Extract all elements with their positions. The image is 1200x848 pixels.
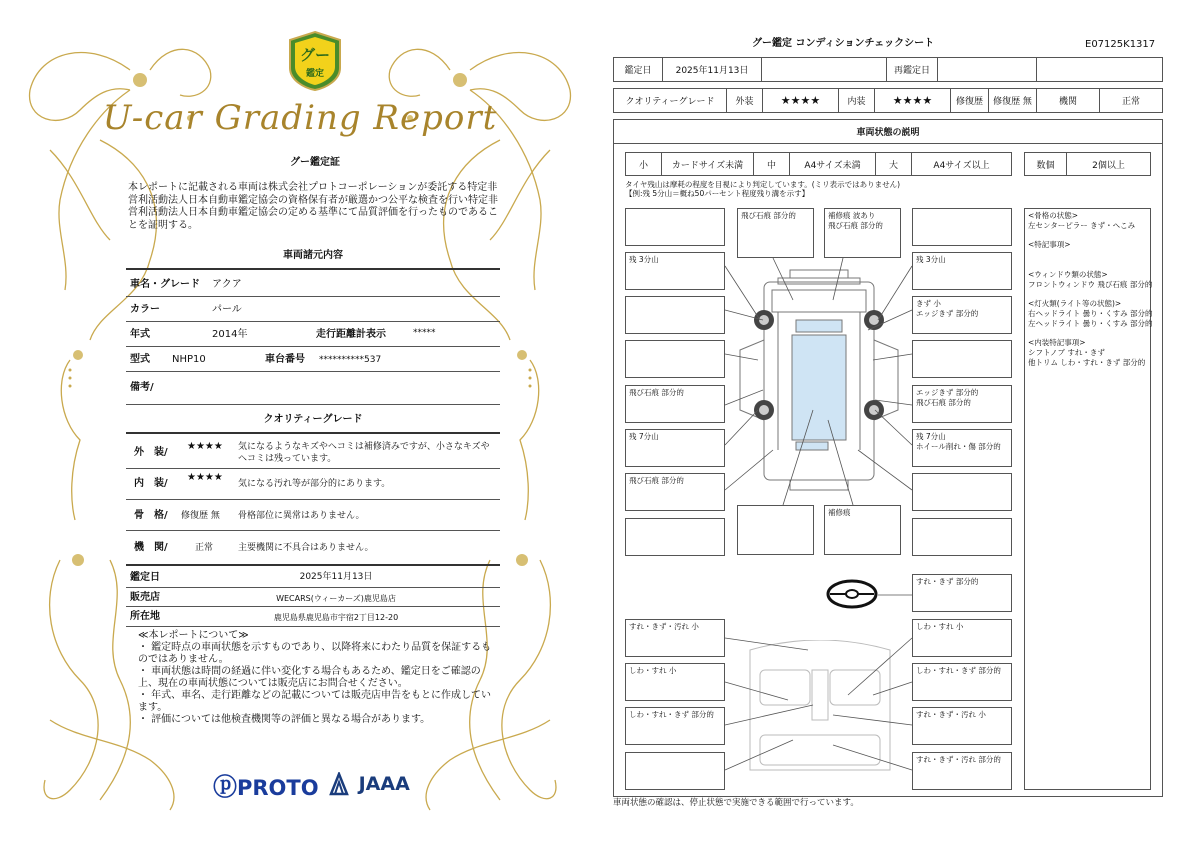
- sheet-ext-stars: ★★★★: [762, 88, 839, 113]
- engine-value: 正常: [195, 543, 214, 553]
- tire-note: タイヤ残山は摩耗の程度を目視により判定しています。(ミリ表示ではありません) 【例:残 5分山＝概ね50パーセント程度残り溝を示す】: [625, 180, 901, 198]
- damage-box: 残 7分山 ホイール削れ・傷 部分的: [912, 429, 1012, 467]
- date-label: 鑑定日: [130, 572, 160, 583]
- shop-value: WECARS(ウィーカーズ)鹿児島店: [276, 594, 396, 603]
- damage-box: 残 3分山: [912, 252, 1012, 290]
- grade-heading: クオリティーグレード: [263, 414, 363, 425]
- remarks-label: 備考/: [130, 382, 154, 393]
- addr-value: 鹿児島県鹿児島市宇宿2丁目12-20: [273, 613, 399, 622]
- sheet-engine-label: 機関: [1036, 88, 1100, 113]
- divider: [126, 606, 500, 607]
- exterior-label: 外 装/: [134, 447, 168, 458]
- sheet-grade-label: クオリティーグレード: [613, 88, 727, 113]
- damage-box: 残 7分山: [625, 429, 725, 467]
- name-label: 車名・グレード: [130, 279, 200, 290]
- leader-lines: [613, 200, 1033, 790]
- year-label: 年式: [130, 329, 150, 340]
- damage-box: すれ・きず・汚れ 小: [625, 619, 725, 657]
- divider: [126, 530, 500, 531]
- sheet-title: グー鑑定 コンディションチェックシート: [752, 38, 935, 49]
- damage-box: しわ・すれ 小: [625, 663, 725, 701]
- svg-text:グー: グー: [299, 46, 331, 64]
- damage-box: 飛び石痕 部分的: [625, 385, 725, 423]
- color-label: カラー: [130, 304, 160, 315]
- addr-label: 所在地: [130, 611, 160, 622]
- divider: [126, 499, 500, 500]
- divider: [126, 268, 500, 270]
- divider: [126, 371, 500, 372]
- proto-logo: ⓟPROTO: [213, 772, 319, 801]
- damage-box: きず 小 エッジきず 部分的: [912, 296, 1012, 334]
- engine-label: 機 関/: [134, 542, 168, 553]
- date-value: 2025年11月13日: [299, 572, 373, 582]
- damage-box: しわ・すれ・きず 部分的: [625, 707, 725, 745]
- report-title: U-car Grading Report: [102, 98, 498, 138]
- damage-box: しわ・すれ・きず 部分的: [912, 663, 1012, 701]
- mileage-value: *****: [413, 328, 436, 338]
- count-value: 2個以上: [1066, 152, 1151, 176]
- mileage-label: 走行距離計表示: [316, 329, 386, 340]
- divider: [126, 404, 500, 405]
- proto-mark-icon: ⓟ: [213, 772, 237, 801]
- svg-text:鑑定: 鑑定: [305, 69, 325, 79]
- chassis-label: 車台番号: [265, 354, 305, 365]
- condition-notes: <骨格の状態> 左センターピラー きず・へこみ <特記事項> <ウィンドウ類の状態> フロントウィンドウ 飛び石痕 部分的 <灯火類(ライト等の状態)> 右ヘッドライト 曇り・くすみ 部分的 左ヘッドライト 曇り・くすみ 部分的 <内装特記事項> シフトノブ すれ・きず 他トリム しわ・すれ・きず 部分的: [1028, 211, 1153, 367]
- count-label: 数個: [1024, 152, 1067, 176]
- damage-box: 補修痕 波あり 飛び石痕 部分的: [824, 208, 901, 258]
- damage-box: 補修痕: [824, 505, 901, 555]
- jaaa-mark-icon: [329, 772, 349, 796]
- legend-medium: 中: [753, 152, 790, 176]
- shop-label: 販売店: [130, 592, 160, 603]
- damage-box: エッジきず 部分的 飛び石痕 部分的: [912, 385, 1012, 423]
- divider: [126, 587, 500, 588]
- legend-small-desc: カードサイズ未満: [661, 152, 754, 176]
- legend-large-desc: A4サイズ以上: [911, 152, 1012, 176]
- note-item: ・ 評価については他検査機関等の評価と異なる場合があります。: [138, 714, 431, 725]
- divider: [126, 564, 500, 566]
- divider: [126, 321, 500, 322]
- sheet-footer: 車両状態の確認は、停止状態で実施できる範囲で行っています。: [613, 798, 859, 808]
- divider: [126, 432, 500, 434]
- certificate-heading: グー鑑定証: [290, 157, 340, 168]
- sheet-repair-value: 修復歴 無: [988, 88, 1037, 113]
- note-item: ・ 鑑定時点の車両状態を示すものであり、以降将来にわたり品質を保証するものではありません。: [138, 642, 492, 665]
- damage-box: すれ・きず・汚れ 部分的: [912, 752, 1012, 790]
- brand-logos: [213, 770, 410, 801]
- legend-large: 大: [875, 152, 912, 176]
- frame-label: 骨 格/: [134, 510, 168, 521]
- model-label: 型式: [130, 354, 150, 365]
- doc-id: E07125K1317: [1085, 39, 1156, 50]
- chassis-value: **********537: [319, 355, 382, 365]
- redate-value: [937, 57, 1037, 82]
- damage-box: 飛び石痕 部分的: [625, 473, 725, 511]
- sheet-ext-label: 外装: [726, 88, 763, 113]
- damage-box: 残 3分山: [625, 252, 725, 290]
- damage-box: 飛び石痕 部分的: [737, 208, 814, 258]
- sheet-date-value: 2025年11月13日: [662, 57, 762, 82]
- exterior-desc: 気になるようなキズやヘコミは補修済みですが、小さなキズやヘコミは残っています。: [238, 442, 490, 464]
- spec-heading: 車両諸元内容: [283, 250, 343, 261]
- sheet-date-label: 鑑定日: [613, 57, 663, 82]
- interior-desc: 気になる汚れ等が部分的にあります。: [238, 479, 391, 489]
- sheet-int-label: 内装: [838, 88, 875, 113]
- color-value: パール: [212, 304, 242, 315]
- legend-small: 小: [625, 152, 662, 176]
- note-item: ・ 車両状態は時間の経過に伴い変化する場合もあるため、鑑定日をご確認の上、現在の車両状態については販売店にお問合せください。: [138, 666, 481, 689]
- damage-box: しわ・すれ 小: [912, 619, 1012, 657]
- frame-desc: 骨格部位に異常はありません。: [238, 511, 365, 521]
- notes-title: ≪本レポートについて≫: [138, 630, 249, 641]
- divider: [126, 626, 500, 627]
- legend-medium-desc: A4サイズ未満: [789, 152, 876, 176]
- jaaa-logo: JAAA: [358, 773, 410, 795]
- report-notes: [138, 630, 498, 726]
- frame-value: 修復歴 無: [181, 511, 220, 521]
- divider: [126, 346, 500, 347]
- sheet-engine-value: 正常: [1099, 88, 1163, 113]
- interior-label: 内 装/: [134, 478, 168, 489]
- sheet-int-stars: ★★★★: [874, 88, 951, 113]
- model-value: NHP10: [172, 354, 206, 365]
- sheet-repair-label: 修復歴: [950, 88, 989, 113]
- divider: [126, 296, 500, 297]
- name-value: アクア: [212, 279, 242, 290]
- note-item: ・ 年式、車名、走行距離などの記載については販売店申告をもとに作成しています。: [138, 690, 491, 713]
- explain-title: 車両状態の説明: [613, 119, 1163, 144]
- interior-stars: ★★★★: [187, 472, 223, 483]
- engine-desc: 主要機関に不具合はありません。: [238, 543, 374, 553]
- year-value: 2014年: [212, 329, 248, 340]
- damage-box: すれ・きず・汚れ 小: [912, 707, 1012, 745]
- redate-label: 再鑑定日: [886, 57, 938, 82]
- damage-box: すれ・きず 部分的: [912, 574, 1012, 612]
- exterior-stars: ★★★★: [187, 441, 223, 452]
- goo-kantei-logo: [286, 30, 344, 92]
- certificate-intro: 本レポートに記載される車両は株式会社プロトコーポレーションが委託する特定非営利活動法人日本自動車鑑定協会の資格保有者が厳選かつ公平な検査を行い特定非営利活動法人日本自動車鑑定協会の定める基準にて品質評価を行ったものであることを証明する。: [128, 182, 498, 231]
- divider: [126, 468, 500, 469]
